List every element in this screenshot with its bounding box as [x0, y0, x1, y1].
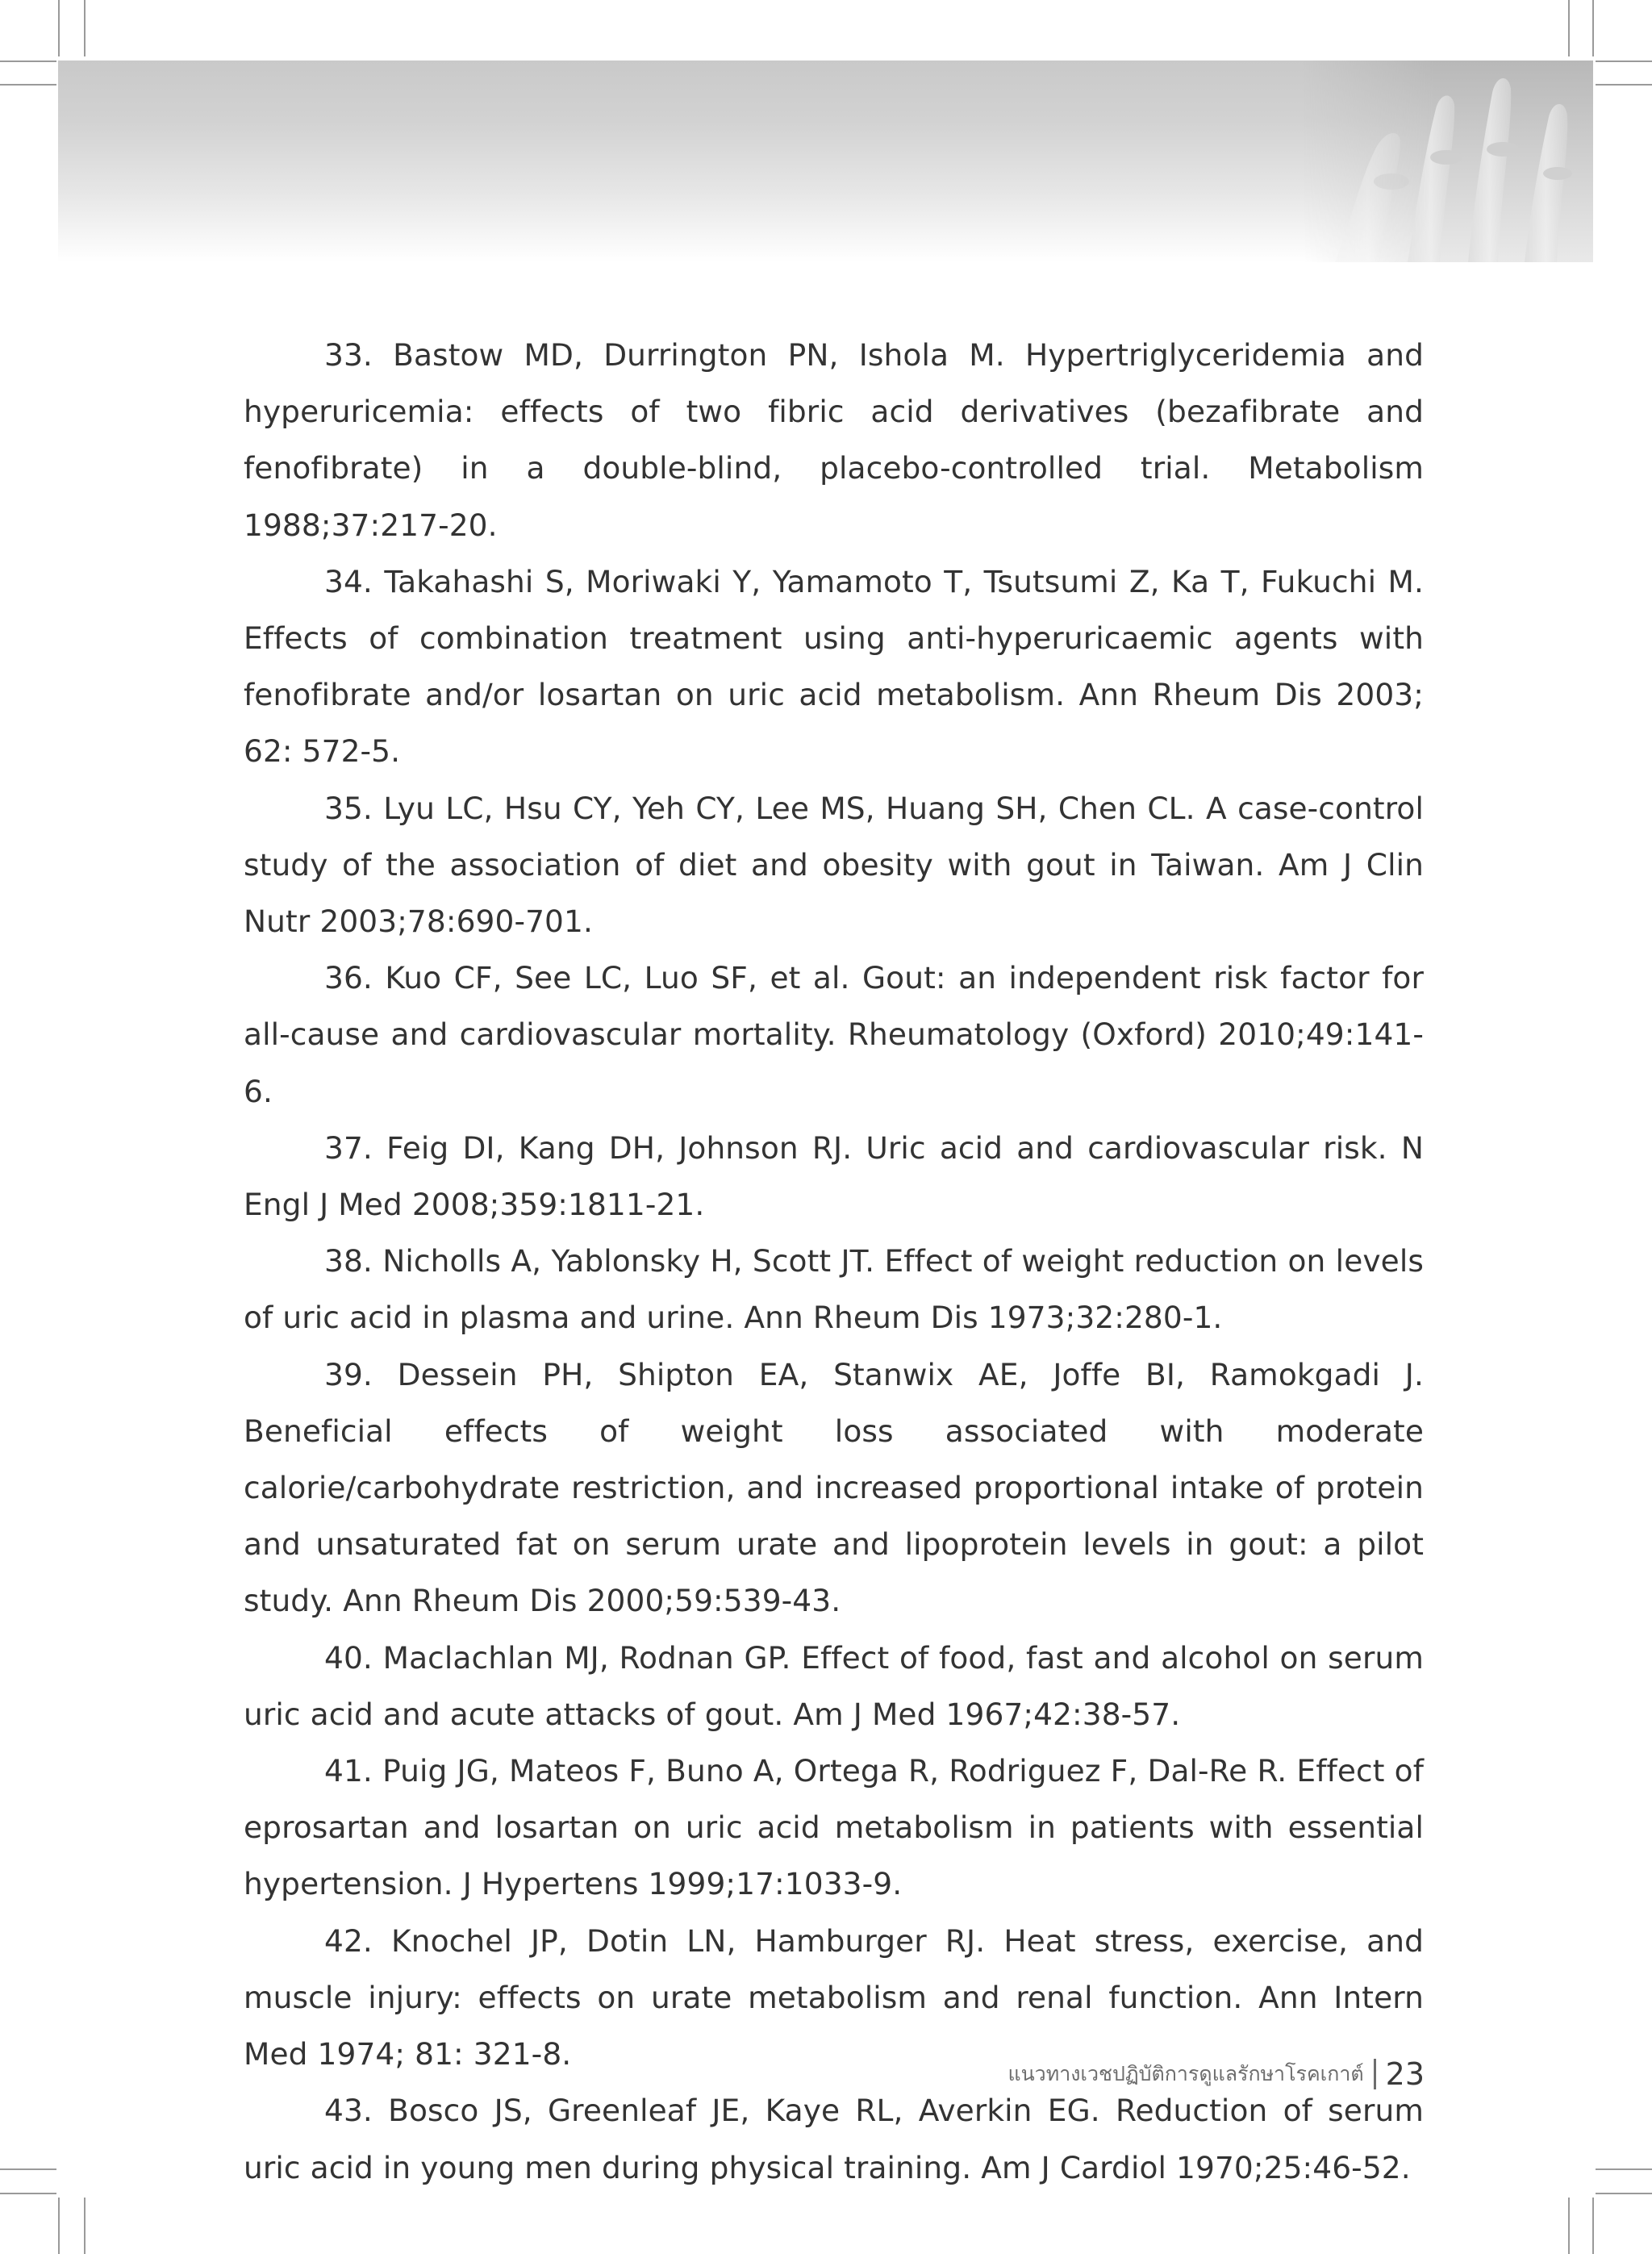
reference-item: 37. Feig DI, Kang DH, Johnson RJ. Uric acid and cardiovascular risk. N Engl J Med 2008;359:1811-21. — [244, 1129, 1424, 1223]
crop-mark — [0, 2193, 56, 2194]
crop-mark — [1568, 0, 1570, 56]
reference-item: 39. Dessein PH, Shipton EA, Stanwix AE, Joffe BI, Ramokgadi J. Beneficial effects of weight loss associated with moderate calorie/carbohydrate restriction, and increased proportional intake of protein and unsaturated fat on serum urate and lipoprotein levels in gout: a pilot study. Ann Rheum Dis 2000;59:539-43. — [244, 1356, 1424, 1619]
reference-item: 42. Knochel JP, Dotin LN, Hamburger RJ. Heat stress, exercise, and muscle injury: effects on urate metabolism and renal function. Ann Intern Med 1974; 81: 321-8. — [244, 1922, 1424, 2072]
header-band — [58, 61, 1593, 262]
reference-item: 43. Bosco JS, Greenleaf JE, Kaye RL, Averkin EG. Reduction of serum uric acid in young men during physical training. Am J Cardiol 1970;25:46-52. — [244, 2093, 1424, 2185]
crop-mark — [1596, 2193, 1652, 2194]
crop-mark — [84, 0, 86, 56]
reference-item: 36. Kuo CF, See LC, Luo SF, et al. Gout: an independent risk factor for all-cause and cardiovascular mortality. Rheumatology (Oxford) 2010;49:141-6. — [244, 960, 1424, 1109]
hand-xray-image — [1303, 61, 1593, 262]
crop-mark — [1592, 2198, 1594, 2254]
crop-mark — [84, 2198, 86, 2254]
reference-item: 33. Bastow MD, Durrington PN, Ishola M. Hypertriglyceridemia and hyperuricemia: effects of two fibric acid derivatives (bezafibrate and fenofibrate) in a double-blind, placebo-controlled trial. Metabolism 1988;37:217-20. — [244, 337, 1424, 543]
reference-list — [244, 327, 1424, 2196]
page-footer — [1007, 2054, 1425, 2094]
reference-item: 40. Maclachlan MJ, Rodnan GP. Effect of food, fast and alcohol on serum uric acid and acute attacks of gout. Am J Med 1967;42:38-57. — [244, 1639, 1424, 1732]
page-number: 23 — [1385, 2056, 1425, 2092]
crop-mark — [1596, 84, 1652, 86]
crop-mark — [1592, 0, 1594, 56]
reference-item: 38. Nicholls A, Yablonsky H, Scott JT. Effect of weight reduction on levels of uric acid in plasma and urine. Ann Rheum Dis 1973;32:280-1. — [244, 1243, 1424, 1336]
crop-mark — [1596, 61, 1652, 62]
crop-mark — [58, 2198, 60, 2254]
crop-mark — [58, 0, 60, 56]
reference-item: 35. Lyu LC, Hsu CY, Yeh CY, Lee MS, Huang SH, Chen CL. A case-control study of the association of diet and obesity with gout in Taiwan. Am J Clin Nutr 2003;78:690-701. — [244, 790, 1424, 940]
footer-book-title: แนวทางเวชปฏิบัติการดูแลรักษาโรคเกาต์ — [1007, 2062, 1364, 2085]
reference-item: 34. Takahashi S, Moriwaki Y, Yamamoto T, Tsutsumi Z, Ka T, Fukuchi M. Effects of combination treatment using anti-hyperuricaemic agents with fenofibrate and/or losartan on uric acid metabolism. Ann Rheum Dis 2003; 62: 572-5. — [244, 563, 1424, 770]
footer-divider — [1374, 2059, 1376, 2089]
crop-mark — [0, 84, 56, 86]
reference-item: 41. Puig JG, Mateos F, Buno A, Ortega R, Rodriguez F, Dal-Re R. Effect of eprosartan and losartan on uric acid metabolism in patients with essential hypertension. J Hypertens 1999;17:1033-9. — [244, 1753, 1424, 1902]
crop-mark — [0, 2168, 56, 2170]
crop-mark — [1568, 2198, 1570, 2254]
crop-mark — [1596, 2168, 1652, 2170]
crop-mark — [0, 61, 56, 62]
